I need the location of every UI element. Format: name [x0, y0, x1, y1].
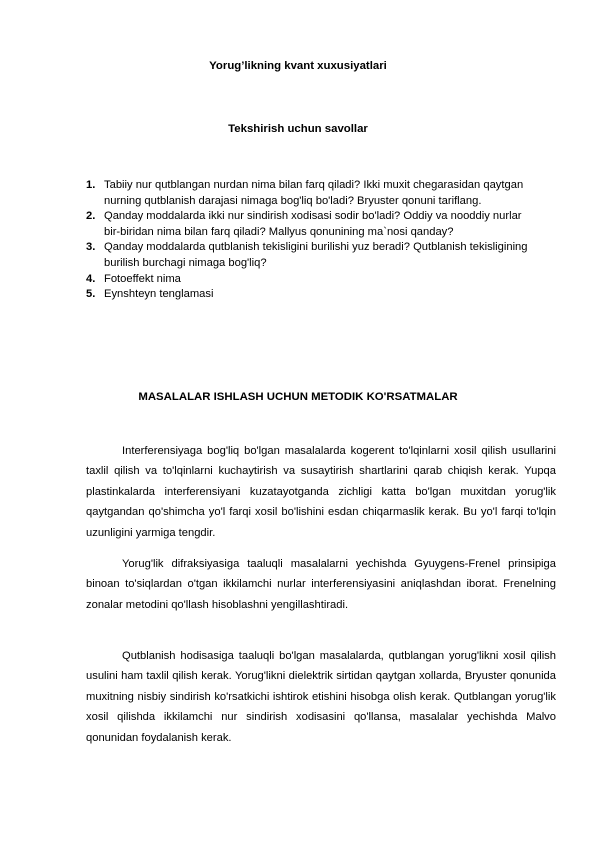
list-item — [86, 240, 538, 271]
question-number: 4. — [86, 272, 96, 285]
paragraph-interference: Interferensiyaga bog'liq bo'lgan masalalarda kogerent to'lqinlarni xosil qilish usullarini taxlil qilish va to'lqinlarni kuchaytirish va susaytirish shartlarini qarab chiqish kerak. Yupqa plastinkalarda interferensiyani kuzatayotganda zichligi katta bo'lgan muxitdan yorug'lik qaytgandan qo'shimcha yo'l farqi xosil bo'lishini esdan chiqarmaslik kerak. Bu yo'l farqi to'lqin uzunligini yarmiga tengdir. — [86, 445, 556, 539]
list-item — [86, 178, 538, 209]
paragraph-polarization: Qutblanish hodisasiga taaluqli bo'lgan masalalarda, qutblangan yorug'likni xosil qilish usulini ham taxlil qilish kerak. Yorug'likni dielektrik sirtidan qaytgan xollarda, Bryuster qonunida muxitning nisbiy sindirish ko'rsatkichi ishtirok etishini hisobga olish kerak. Qutblangan yorug'lik xosil qilishda ikkilamchi nur sindirish xodisasini qo'llansa, masalalar yechishda Malvo qonunidan foydalanish kerak. — [86, 650, 556, 744]
paragraph-diffraction: Yorug'lik difraksiyasiga taaluqli masalalarni yechishda Gyuygens-Frenel prinsipiga binoan to'siqlardan o'tgan ikkilamchi nurlar interferensiyasini aniqlashdan iborat. Frenelning zonalar metodini qo'llash hisoblashni yengillashtiradi. — [86, 558, 556, 611]
questions-list — [86, 178, 538, 303]
question-text: Qanday moddalarda qutblanish tekisligini burilishi yuz beradi? Qutblanish tekisligining burilish burchagi nimaga bog'liq? — [104, 241, 528, 269]
questions-heading: Tekshirish uchun savollar — [228, 123, 368, 135]
list-item — [86, 287, 538, 303]
question-number: 5. — [86, 288, 96, 301]
question-number: 3. — [86, 241, 96, 254]
question-text: Fotoeffekt nima — [104, 272, 181, 285]
methods-heading: MASALALAR ISHLASH UCHUN METODIK KO'RSATMALAR — [138, 391, 458, 403]
question-text: Tabiiy nur qutblangan nurdan nima bilan farq qiladi? Ikki muxit chegarasidan qaytgan nurning qutblanish darajasi nimaga bog'liq bo'ladi? Bryuster qonuni tariflang. — [104, 179, 524, 207]
question-number: 1. — [86, 179, 96, 191]
question-number: 2. — [86, 210, 96, 223]
list-item — [86, 209, 538, 240]
question-text: Eynshteyn tenglamasi — [104, 288, 214, 301]
document-title: Yorug’likning kvant xuxusiyatlari — [209, 60, 387, 72]
list-item — [86, 272, 538, 288]
question-text: Qanday moddalarda ikki nur sindirish xodisasi sodir bo'ladi? Oddiy va nooddiy nurlar bir-biridan nima bilan farq qiladi? Mallyus qonunining ma`nosi qanday? — [104, 210, 522, 238]
